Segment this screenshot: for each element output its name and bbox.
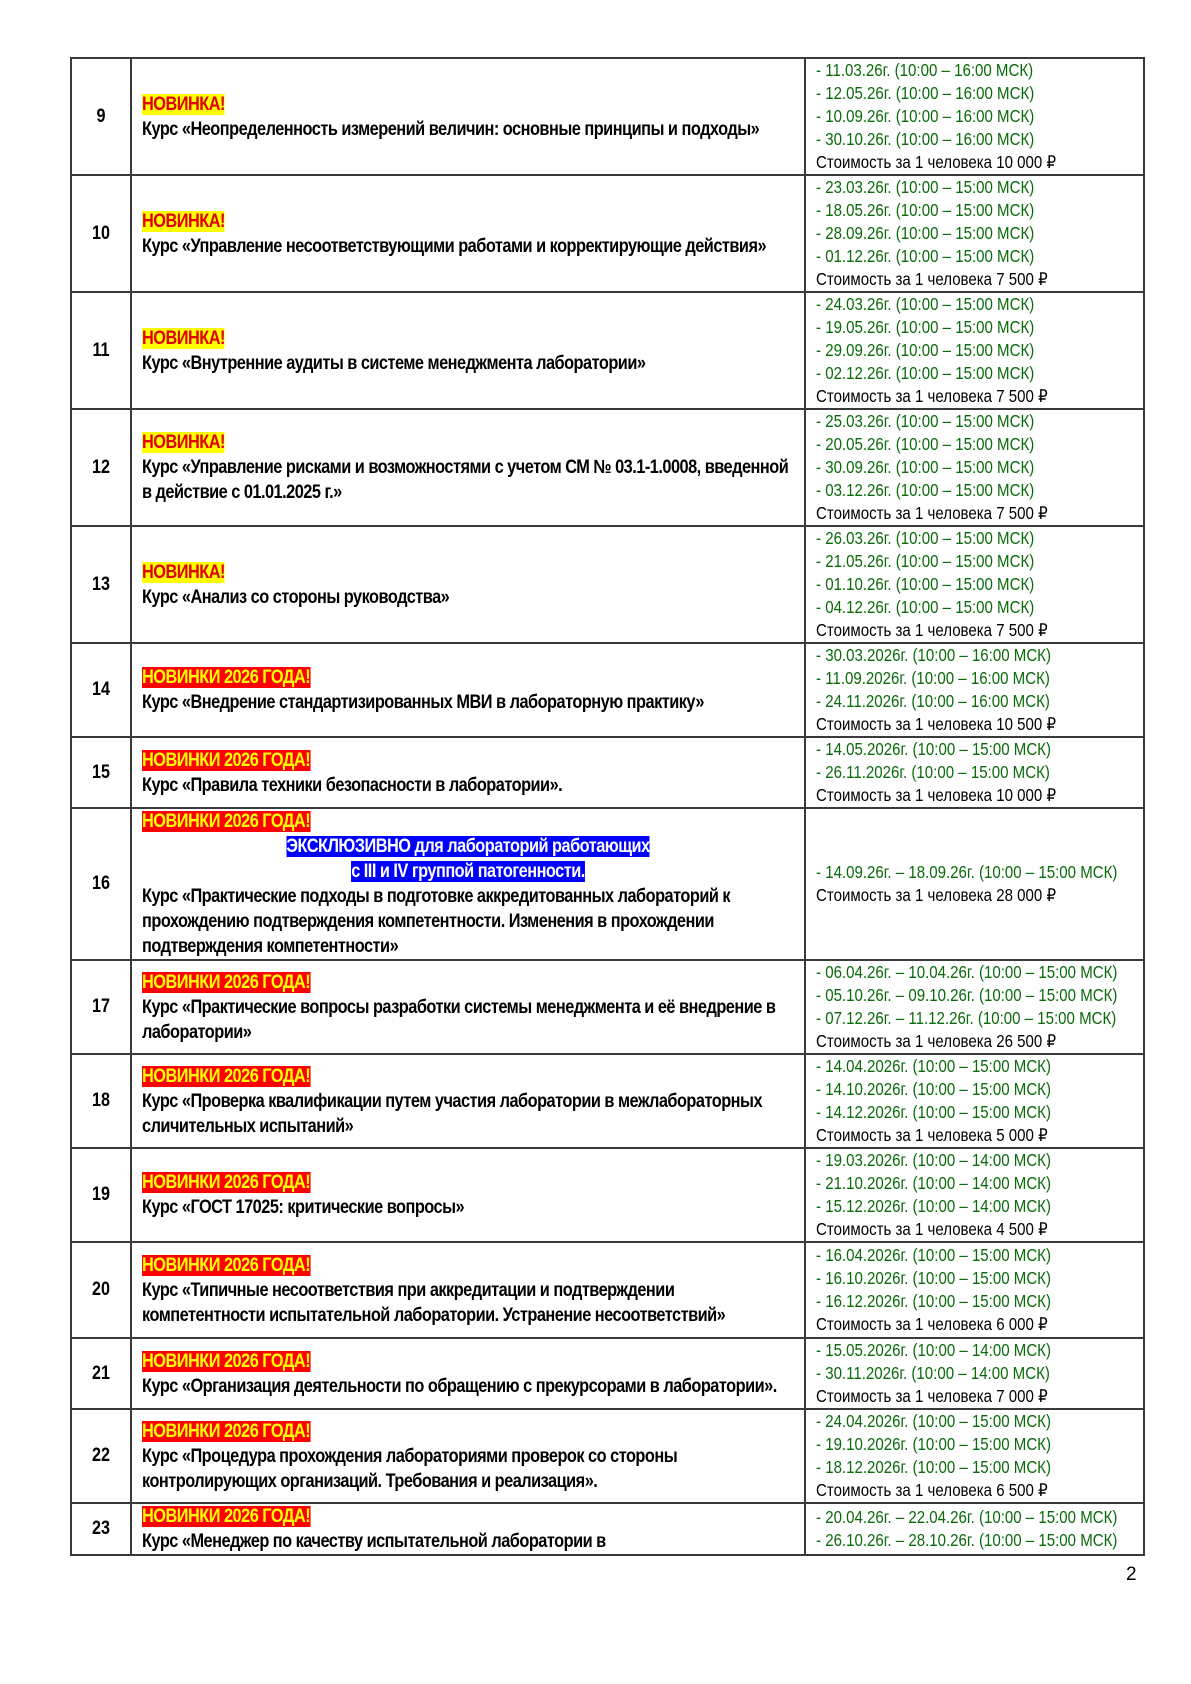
session-date-text: - 26.03.26г. (10:00 – 15:00 МСК) [816, 528, 1035, 548]
session-date-text: - 21.05.26г. (10:00 – 15:00 МСК) [816, 551, 1035, 571]
session-date-text: - 20.05.26г. (10:00 – 15:00 МСК) [816, 434, 1035, 454]
session-date-text: - 12.05.26г. (10:00 – 16:00 МСК) [816, 83, 1035, 103]
new-badge: НОВИНКА! [142, 93, 225, 115]
course-title: Курс «Управление рисками и возможностями с учетом СМ № 03.1-1.0008, введенной в действие с 01.01.2025 г.» [142, 457, 789, 503]
new-2026-badge: НОВИНКИ 2026 ГОДА! [142, 1420, 311, 1442]
session-date-text: - 26.10.26г. – 28.10.26г. (10:00 – 15:00 МСК) [816, 1530, 1118, 1550]
course-cell [131, 1242, 805, 1338]
new-2026-badge: НОВИНКИ 2026 ГОДА! [142, 811, 311, 832]
course-cell [131, 409, 805, 526]
session-date [816, 1529, 1133, 1552]
price-text: Стоимость за 1 человека 10 000 ₽ [816, 152, 1057, 172]
price-text: Стоимость за 1 человека 4 500 ₽ [816, 1219, 1048, 1239]
session-date [816, 761, 1133, 784]
session-date-text: - 03.12.26г. (10:00 – 15:00 МСК) [816, 480, 1035, 500]
course-row [71, 1054, 1144, 1148]
session-date [816, 690, 1133, 713]
course-title: Курс «Процедура прохождения лабораториями проверок со стороны контролирующих организаций. Требования и реализация». [142, 1445, 678, 1492]
session-date-text: - 28.09.26г. (10:00 – 15:00 МСК) [816, 223, 1035, 243]
session-date [816, 1506, 1133, 1529]
price-per-person [816, 1030, 1133, 1053]
price-text: Стоимость за 1 человека 7 500 ₽ [816, 620, 1048, 640]
price-per-person [816, 1385, 1133, 1408]
badge-line [142, 326, 703, 351]
course-number: 12 [76, 409, 127, 526]
schedule-cell [805, 175, 1144, 292]
course-title: Курс «Менеджер по качеству испытательной лаборатории в [142, 1531, 606, 1552]
session-date [816, 984, 1133, 1007]
course-title: Курс «Проверка квалификации путем участия лаборатории в межлабораторных сличительных испытаний» [142, 1090, 763, 1137]
price-per-person [816, 1479, 1133, 1502]
course-cell [131, 737, 805, 808]
session-date-text: - 06.04.26г. – 10.04.26г. (10:00 – 15:00 МСК) [816, 962, 1118, 982]
session-date [816, 644, 1133, 667]
session-date [816, 738, 1133, 761]
course-cell [131, 1338, 805, 1409]
course-row [71, 1338, 1144, 1409]
course-number: 23 [76, 1503, 127, 1555]
schedule-cell [805, 1503, 1144, 1555]
price-per-person [816, 884, 1133, 907]
session-date [816, 1410, 1133, 1433]
price-text: Стоимость за 1 человека 5 000 ₽ [816, 1125, 1048, 1145]
course-cell [131, 643, 805, 737]
session-date [816, 362, 1133, 385]
course-cell [131, 1503, 805, 1555]
session-date [816, 82, 1133, 105]
course-number: 13 [76, 526, 127, 643]
course-schedule-table [70, 57, 1145, 1556]
session-date [816, 176, 1133, 199]
session-date-text: - 10.09.26г. (10:00 – 16:00 МСК) [816, 106, 1035, 126]
course-title: Курс «Управление несоответствующими работами и корректирующие действия» [142, 235, 767, 257]
course-cell [131, 175, 805, 292]
session-date [816, 550, 1133, 573]
session-date-text: - 16.04.2026г. (10:00 – 15:00 МСК) [816, 1245, 1051, 1265]
course-number: 10 [76, 175, 127, 292]
session-date-text: - 11.03.26г. (10:00 – 16:00 МСК) [816, 60, 1034, 80]
session-date [816, 527, 1133, 550]
new-badge: НОВИНКА! [142, 327, 225, 349]
price-per-person [816, 713, 1133, 736]
course-number: 11 [76, 292, 127, 409]
session-date [816, 410, 1133, 433]
course-rows [71, 58, 1144, 1555]
session-date-text: - 24.03.26г. (10:00 – 15:00 МСК) [816, 294, 1035, 314]
session-date-text: - 26.11.2026г. (10:00 – 15:00 МСК) [816, 762, 1050, 782]
badge-line [142, 1064, 703, 1089]
session-date-text: - 30.10.26г. (10:00 – 16:00 МСК) [816, 129, 1035, 149]
session-date-text: - 14.04.2026г. (10:00 – 15:00 МСК) [816, 1056, 1051, 1076]
session-date [816, 339, 1133, 362]
session-date-text: - 15.12.2026г. (10:00 – 14:00 МСК) [816, 1196, 1051, 1216]
course-row [71, 526, 1144, 643]
page-number: 2 [1126, 1564, 1137, 1585]
course-number: 9 [76, 58, 127, 175]
session-date [816, 1078, 1133, 1101]
schedule-cell [805, 643, 1144, 737]
session-date-text: - 14.10.2026г. (10:00 – 15:00 МСК) [816, 1079, 1051, 1099]
schedule-cell [805, 737, 1144, 808]
schedule-cell [805, 808, 1144, 960]
schedule-cell [805, 1054, 1144, 1148]
schedule-cell [805, 58, 1144, 175]
session-date [816, 1195, 1133, 1218]
session-date-text: - 30.03.2026г. (10:00 – 16:00 МСК) [816, 645, 1051, 665]
session-date [816, 1362, 1133, 1385]
badge-line [142, 1170, 703, 1195]
price-text: Стоимость за 1 человека 7 500 ₽ [816, 386, 1048, 406]
session-date-text: - 24.11.2026г. (10:00 – 16:00 МСК) [816, 691, 1050, 711]
schedule-cell [805, 1148, 1144, 1242]
course-number: 17 [76, 960, 127, 1054]
session-date [816, 961, 1133, 984]
session-date-text: - 18.12.2026г. (10:00 – 15:00 МСК) [816, 1457, 1051, 1477]
price-per-person [816, 502, 1133, 525]
session-date [816, 1149, 1133, 1172]
course-cell [131, 808, 805, 960]
course-number: 16 [76, 808, 127, 960]
session-date [816, 1007, 1133, 1030]
course-title: Курс «Неопределенность измерений величин: основные принципы и подходы» [142, 118, 760, 140]
session-date [816, 861, 1133, 884]
exclusive-note-line [188, 859, 749, 884]
badge-line [142, 92, 703, 117]
price-per-person [816, 1124, 1133, 1147]
session-date-text: - 07.12.26г. – 11.12.26г. (10:00 – 15:00 МСК) [816, 1008, 1117, 1028]
new-2026-badge: НОВИНКИ 2026 ГОДА! [142, 667, 311, 688]
course-cell [131, 526, 805, 643]
session-date-text: - 19.03.2026г. (10:00 – 14:00 МСК) [816, 1150, 1051, 1170]
badge-line [142, 209, 703, 234]
course-number: 22 [76, 1409, 127, 1503]
session-date [816, 222, 1133, 245]
session-date [816, 1055, 1133, 1078]
course-title: Курс «Практические подходы в подготовке аккредитованных лабораторий к прохождению подтверждения компетентности. Изменения в прохождении подтверждения компетентности» [142, 886, 731, 957]
price-per-person [816, 1313, 1133, 1336]
course-row [71, 1242, 1144, 1338]
course-row [71, 175, 1144, 292]
price-per-person [816, 1218, 1133, 1241]
badge-line [142, 970, 703, 995]
new-2026-badge: НОВИНКИ 2026 ГОДА! [142, 1506, 311, 1527]
badge-line [142, 665, 703, 690]
session-date [816, 245, 1133, 268]
new-2026-badge: НОВИНКИ 2026 ГОДА! [142, 1254, 311, 1276]
schedule-cell [805, 1242, 1144, 1338]
course-number: 21 [76, 1338, 127, 1409]
new-badge: НОВИНКА! [142, 210, 225, 232]
schedule-cell [805, 409, 1144, 526]
badge-line [142, 1419, 703, 1444]
session-date [816, 316, 1133, 339]
session-date-text: - 23.03.26г. (10:00 – 15:00 МСК) [816, 177, 1035, 197]
badge-line [142, 748, 703, 773]
session-date-text: - 30.09.26г. (10:00 – 15:00 МСК) [816, 457, 1035, 477]
session-date-text: - 05.10.26г. – 09.10.26г. (10:00 – 15:00 МСК) [816, 985, 1118, 1005]
price-text: Стоимость за 1 человека 6 000 ₽ [816, 1314, 1048, 1334]
course-title: Курс «Правила техники безопасности в лаборатории». [142, 774, 563, 796]
exclusive-note-line [188, 834, 749, 859]
price-per-person [816, 385, 1133, 408]
session-date [816, 128, 1133, 151]
course-title: Курс «Типичные несоответствия при аккредитации и подтверждении компетентности испытательной лаборатории. Устранение несоответствий» [142, 1279, 726, 1326]
badge-line [142, 560, 703, 585]
session-date-text: - 25.03.26г. (10:00 – 15:00 МСК) [816, 411, 1035, 431]
session-date-text: - 29.09.26г. (10:00 – 15:00 МСК) [816, 340, 1035, 360]
course-number: 15 [76, 737, 127, 808]
course-title: Курс «ГОСТ 17025: критические вопросы» [142, 1197, 465, 1218]
schedule-cell [805, 526, 1144, 643]
course-title: Курс «Практические вопросы разработки системы менеджмента и её внедрение в лаборатории» [142, 996, 776, 1043]
session-date-text: - 11.09.2026г. (10:00 – 16:00 МСК) [816, 668, 1050, 688]
price-per-person [816, 151, 1133, 174]
session-date [816, 1290, 1133, 1313]
new-2026-badge: НОВИНКИ 2026 ГОДА! [142, 1065, 311, 1087]
course-number: 19 [76, 1148, 127, 1242]
course-cell [131, 292, 805, 409]
session-date [816, 293, 1133, 316]
session-date-text: - 19.10.2026г. (10:00 – 15:00 МСК) [816, 1434, 1051, 1454]
new-2026-badge: НОВИНКИ 2026 ГОДА! [142, 971, 311, 993]
price-text: Стоимость за 1 человека 7 500 ₽ [816, 503, 1048, 523]
session-date-text: - 15.05.2026г. (10:00 – 14:00 МСК) [816, 1340, 1051, 1360]
course-number: 18 [76, 1054, 127, 1148]
course-cell [131, 1054, 805, 1148]
session-date [816, 1267, 1133, 1290]
price-text: Стоимость за 1 человека 6 500 ₽ [816, 1480, 1048, 1500]
session-date [816, 573, 1133, 596]
session-date [816, 1433, 1133, 1456]
exclusive-note-text: ЭКСКЛЮЗИВНО для лабораторий работающих [286, 836, 650, 857]
schedule-cell [805, 1338, 1144, 1409]
exclusive-note-text: с III и IV группой патогенности. [351, 861, 585, 882]
session-date [816, 667, 1133, 690]
session-date-text: - 04.12.26г. (10:00 – 15:00 МСК) [816, 597, 1035, 617]
course-row [71, 808, 1144, 960]
session-date [816, 433, 1133, 456]
course-cell [131, 58, 805, 175]
price-text: Стоимость за 1 человека 7 500 ₽ [816, 269, 1048, 289]
schedule-cell [805, 292, 1144, 409]
course-row [71, 409, 1144, 526]
session-date [816, 1101, 1133, 1124]
price-text: Стоимость за 1 человека 10 500 ₽ [816, 714, 1057, 734]
price-text: Стоимость за 1 человека 7 000 ₽ [816, 1386, 1048, 1406]
course-row [71, 1503, 1144, 1555]
session-date [816, 456, 1133, 479]
session-date-text: - 16.12.2026г. (10:00 – 15:00 МСК) [816, 1291, 1051, 1311]
course-row [71, 643, 1144, 737]
schedule-cell [805, 1409, 1144, 1503]
session-date [816, 199, 1133, 222]
schedule-cell [805, 960, 1144, 1054]
session-date-text: - 01.10.26г. (10:00 – 15:00 МСК) [816, 574, 1035, 594]
course-title: Курс «Внедрение стандартизированных МВИ в лабораторную практику» [142, 692, 704, 713]
new-badge: НОВИНКА! [142, 432, 225, 453]
session-date-text: - 02.12.26г. (10:00 – 15:00 МСК) [816, 363, 1035, 383]
badge-line [142, 1504, 703, 1529]
session-date [816, 479, 1133, 502]
course-row [71, 58, 1144, 175]
price-per-person [816, 268, 1133, 291]
new-badge: НОВИНКА! [142, 561, 225, 583]
course-row [71, 1148, 1144, 1242]
badge-line [142, 1349, 703, 1374]
session-date [816, 59, 1133, 82]
session-date-text: - 18.05.26г. (10:00 – 15:00 МСК) [816, 200, 1035, 220]
course-title: Курс «Внутренние аудиты в системе менеджмента лаборатории» [142, 352, 646, 374]
price-text: Стоимость за 1 человека 28 000 ₽ [816, 885, 1057, 905]
course-row [71, 960, 1144, 1054]
course-cell [131, 1148, 805, 1242]
course-row [71, 292, 1144, 409]
session-date [816, 1456, 1133, 1479]
session-date [816, 1339, 1133, 1362]
session-date-text: - 16.10.2026г. (10:00 – 15:00 МСК) [816, 1268, 1051, 1288]
session-date-text: - 20.04.26г. – 22.04.26г. (10:00 – 15:00 МСК) [816, 1507, 1118, 1527]
new-2026-badge: НОВИНКИ 2026 ГОДА! [142, 1350, 311, 1372]
session-date-text: - 14.05.2026г. (10:00 – 15:00 МСК) [816, 739, 1051, 759]
new-2026-badge: НОВИНКИ 2026 ГОДА! [142, 1172, 311, 1193]
session-date [816, 1172, 1133, 1195]
course-title: Курс «Организация деятельности по обращению с прекурсорами в лаборатории». [142, 1375, 777, 1397]
session-date-text: - 21.10.2026г. (10:00 – 14:00 МСК) [816, 1173, 1051, 1193]
course-cell [131, 960, 805, 1054]
price-text: Стоимость за 1 человека 26 500 ₽ [816, 1031, 1057, 1051]
badge-line [142, 430, 703, 455]
session-date-text: - 01.12.26г. (10:00 – 15:00 МСК) [816, 246, 1035, 266]
session-date [816, 1244, 1133, 1267]
price-text: Стоимость за 1 человека 10 000 ₽ [816, 785, 1057, 805]
course-cell [131, 1409, 805, 1503]
badge-line [142, 1253, 703, 1278]
price-per-person [816, 784, 1133, 807]
session-date-text: - 14.09.26г. – 18.09.26г. (10:00 – 15:00 МСК) [816, 862, 1118, 882]
course-row [71, 737, 1144, 808]
course-number: 20 [76, 1242, 127, 1338]
session-date-text: - 19.05.26г. (10:00 – 15:00 МСК) [816, 317, 1035, 337]
new-2026-badge: НОВИНКИ 2026 ГОДА! [142, 749, 311, 771]
price-per-person [816, 619, 1133, 642]
session-date [816, 596, 1133, 619]
session-date-text: - 30.11.2026г. (10:00 – 14:00 МСК) [816, 1363, 1050, 1383]
course-row [71, 1409, 1144, 1503]
course-title: Курс «Анализ со стороны руководства» [142, 586, 450, 608]
badge-line [142, 809, 703, 834]
course-number: 14 [76, 643, 127, 737]
session-date-text: - 14.12.2026г. (10:00 – 15:00 МСК) [816, 1102, 1051, 1122]
session-date-text: - 24.04.2026г. (10:00 – 15:00 МСК) [816, 1411, 1051, 1431]
session-date [816, 105, 1133, 128]
